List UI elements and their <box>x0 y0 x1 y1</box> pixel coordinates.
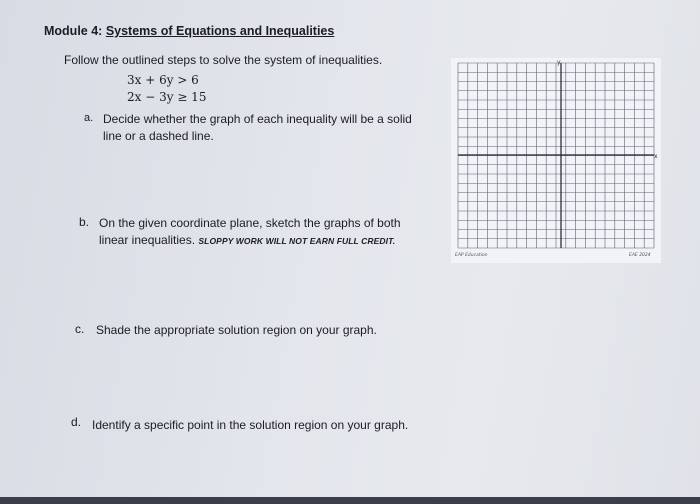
grid-footer-left: EAP Education <box>455 253 488 258</box>
page-bottom-edge <box>0 497 700 504</box>
inequality-2: 2x − 3y ≥ 15 <box>127 90 207 104</box>
module-title <box>44 24 334 38</box>
question-b-text: On the given coordinate plane, sketch the graphs of both linear inequalities. <box>99 216 401 247</box>
grid-footer-right: EAE 2024 <box>629 253 651 258</box>
question-a-marker: a. <box>84 112 94 124</box>
question-d-marker: d. <box>71 415 82 429</box>
y-axis-label: y <box>557 59 561 66</box>
question-c-marker: c. <box>75 322 85 336</box>
question-d-text: Identify a specific point in the solution region on your graph. <box>92 418 409 432</box>
inequality-1: 3x + 6y > 6 <box>127 73 199 87</box>
question-b-block <box>99 215 429 250</box>
question-a-text: Decide whether the graph of each inequality will be a solid line or a dashed line. <box>103 112 412 143</box>
question-b-marker: b. <box>79 215 90 229</box>
coordinate-plane[interactable] <box>451 58 661 263</box>
module-name: Systems of Equations and Inequalities <box>105 24 335 38</box>
sloppy-work-note: SLOPPY WORK WILL NOT EARN FULL CREDIT. <box>198 236 396 246</box>
coordinate-grid <box>451 58 661 263</box>
x-axis-label: x <box>654 153 658 160</box>
question-c-text: Shade the appropriate solution region on your graph. <box>96 323 377 337</box>
module-prefix: Module 4: <box>44 24 106 38</box>
instructions-text: Follow the outlined steps to solve the system of inequalities. <box>64 53 383 67</box>
